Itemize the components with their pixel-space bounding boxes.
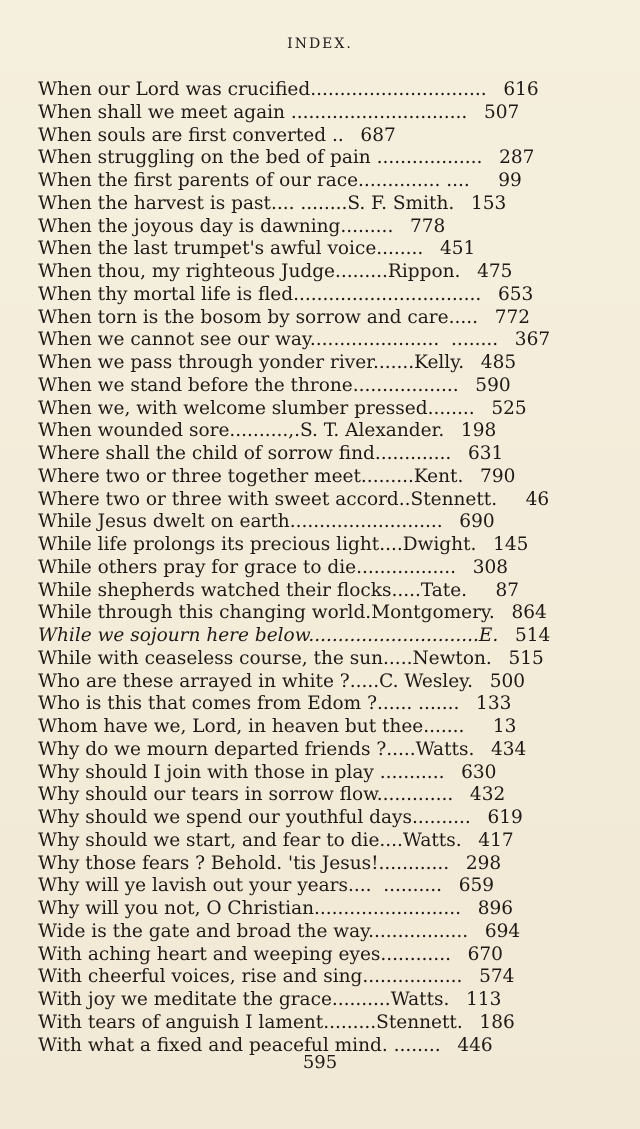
entry-title: While others pray for grace to die.................	[38, 556, 457, 578]
index-entry	[38, 966, 602, 989]
entry-page-number: 630	[461, 761, 497, 783]
entry-title: Why should I join with those in play ...........	[38, 761, 445, 783]
entry-title: Why should our tears in sorrow flow.............	[38, 784, 454, 806]
entry-title: Why will you not, O Christian.........................	[38, 898, 462, 919]
entry-page-number: 619	[487, 807, 523, 828]
index-entry	[38, 625, 602, 648]
entry-page-number: 514	[514, 625, 551, 646]
index-entry	[38, 284, 602, 307]
index-entry	[38, 944, 602, 967]
entry-page-number: 446	[457, 1034, 493, 1056]
entry-title: When the first parents of our race.............. ....	[38, 170, 470, 191]
index-entry	[38, 557, 602, 580]
index-entry	[38, 466, 602, 489]
entry-page-number: 113	[466, 989, 502, 1010]
entry-page-number: 46	[525, 488, 550, 510]
entry-title: With aching heart and weeping eyes............	[38, 943, 451, 965]
index-entry	[38, 352, 602, 375]
entry-page-number: 864	[511, 602, 547, 624]
index-entry	[38, 193, 602, 216]
entry-title: Where two or three with sweet accord..Stennett.	[38, 488, 498, 510]
index-entry	[38, 443, 602, 466]
entry-title: Why will ye lavish out your years.... ..........	[38, 875, 443, 897]
entry-page-number: 475	[477, 261, 513, 282]
entry-page-number: 590	[475, 374, 511, 396]
index-entry	[38, 671, 602, 694]
index-entry	[38, 420, 602, 443]
entry-page-number: 13	[492, 716, 517, 737]
entry-title: With joy we meditate the grace..........Watts.	[38, 989, 450, 1010]
entry-page-number: 653	[497, 283, 534, 305]
index-entry	[38, 784, 602, 807]
page-header: INDEX.	[287, 36, 353, 52]
index-entry	[38, 102, 602, 125]
entry-page-number: 574	[479, 966, 515, 988]
entry-page-number: 153	[470, 192, 507, 214]
index-entry	[38, 853, 602, 876]
entry-page-number: 896	[477, 898, 514, 919]
index-entry	[38, 307, 602, 330]
entry-page-number: 298	[465, 852, 502, 874]
entry-title: Who are these arrayed in white ?.....C. Wesley.	[38, 670, 474, 692]
index-entry	[38, 898, 602, 921]
index-entry	[38, 830, 602, 853]
index-entry	[38, 329, 602, 352]
index-entry	[38, 739, 602, 762]
index-entry	[38, 398, 602, 421]
entry-page-number: 670	[467, 943, 503, 965]
entry-title: While with ceaseless course, the sun.....Newton.	[38, 647, 492, 669]
entry-title: When we stand before the throne..................	[38, 374, 459, 396]
entry-page-number: 507	[483, 101, 520, 123]
entry-title: When torn is the bosom by sorrow and care.....	[38, 306, 478, 328]
entry-title: Why should we start, and fear to die....Watts.	[38, 829, 462, 851]
index-entry	[38, 716, 602, 739]
entry-page-number: 367	[514, 329, 551, 351]
entry-page-number: 659	[458, 875, 495, 897]
entry-title: While Jesus dwelt on earth..........................	[38, 511, 443, 533]
index-entry	[38, 875, 602, 898]
entry-page-number: 133	[476, 693, 512, 715]
entry-page-number: 287	[499, 147, 535, 169]
entry-page-number: 432	[469, 784, 506, 806]
entry-page-number: 694	[484, 920, 521, 942]
entry-title: Why do we mourn departed friends ?.....Watts.	[38, 738, 475, 760]
entry-title: Why should we spend our youthful days..........	[38, 807, 471, 828]
entry-title: When we cannot see our way...................... ........	[38, 329, 499, 351]
index-entry	[38, 1012, 602, 1035]
entry-page-number: 500	[489, 670, 526, 692]
index-entry	[38, 693, 602, 716]
entry-page-number: 198	[460, 420, 497, 442]
entry-title: When thou, my righteous Judge.........Rippon.	[38, 261, 461, 282]
entry-title: Wide is the gate and broad the way.................	[38, 920, 469, 942]
entry-page-number: 772	[494, 306, 530, 328]
page-number: 595	[302, 1052, 338, 1073]
entry-title: Where shall the child of sorrow find.............	[38, 443, 452, 464]
index-entry	[38, 147, 602, 170]
entry-title: While shepherds watched their flocks.....Tate.	[38, 579, 468, 601]
entry-page-number: 515	[508, 647, 544, 669]
entry-title: While we sojourn here below.............................E.	[38, 625, 499, 646]
index-entry	[38, 216, 602, 239]
entry-title: Who is this that comes from Edom ?...... .......	[38, 693, 460, 715]
entry-title: While through this changing world.Montgomery.	[38, 602, 495, 624]
entry-page-number: 99	[498, 170, 522, 191]
entry-page-number: 690	[459, 511, 495, 533]
entry-page-number: 616	[503, 79, 539, 100]
entry-title: When thy mortal life is fled................................	[38, 283, 482, 305]
entry-page-number: 145	[493, 534, 529, 555]
index-entry	[38, 648, 602, 671]
entry-title: While life prolongs its precious light....Dwight.	[38, 534, 477, 555]
entry-title: When struggling on the bed of pain ..................	[38, 147, 483, 169]
index-entry	[38, 170, 602, 193]
index-entry	[38, 79, 602, 102]
entry-title: Why those fears ? Behold. 'tis Jesus!............	[38, 852, 450, 874]
entry-page-number: 631	[467, 443, 504, 464]
entry-title: When we, with welcome slumber pressed........	[38, 397, 475, 419]
index-entry	[38, 125, 602, 148]
entry-page-number: 778	[410, 215, 446, 237]
entry-page-number: 87	[495, 579, 520, 601]
entry-title: With tears of anguish I lament.........Stennett.	[38, 1011, 463, 1033]
index-entry	[38, 238, 602, 261]
entry-page-number: 687	[360, 124, 396, 146]
entry-page-number: 434	[491, 738, 527, 760]
entry-title: When shall we meet again ..............................	[38, 101, 468, 123]
entry-page-number: 417	[478, 829, 514, 851]
index-entries-list	[38, 79, 602, 1057]
index-entry	[38, 602, 602, 625]
entry-page-number: 451	[440, 238, 476, 260]
index-entry	[38, 375, 602, 398]
entry-title: When the last trumpet's awful voice........	[38, 238, 424, 260]
entry-title: When we pass through yonder river.......Kelly.	[38, 352, 465, 373]
index-entry	[38, 807, 602, 830]
entry-title: With what a fixed and peaceful mind. ........	[38, 1034, 441, 1056]
index-entry	[38, 762, 602, 785]
entry-page-number: 186	[479, 1011, 515, 1033]
entry-title: When souls are first converted ..	[38, 124, 344, 146]
index-entry	[38, 261, 602, 284]
entry-page-number: 485	[480, 352, 517, 373]
entry-page-number: 525	[491, 397, 527, 419]
entry-title: When the joyous day is dawning.........	[38, 215, 394, 237]
entry-page-number: 790	[480, 465, 516, 487]
entry-title: When our Lord was crucified..............................	[38, 79, 487, 100]
index-entry	[38, 989, 602, 1012]
index-entry	[38, 489, 602, 512]
index-entry	[38, 511, 602, 534]
entry-title: Whom have we, Lord, in heaven but thee.......	[38, 716, 465, 737]
entry-title: With cheerful voices, rise and sing.................	[38, 966, 463, 988]
entry-title: When wounded sore..........,.S. T. Alexander.	[38, 420, 445, 442]
entry-title: Where two or three together meet.........Kent.	[38, 465, 464, 487]
index-entry	[38, 534, 602, 557]
entry-page-number: 308	[472, 556, 509, 578]
entry-title: When the harvest is past.... ........S. F. Smith.	[38, 192, 455, 214]
index-entry	[38, 921, 602, 944]
index-entry	[38, 580, 602, 603]
